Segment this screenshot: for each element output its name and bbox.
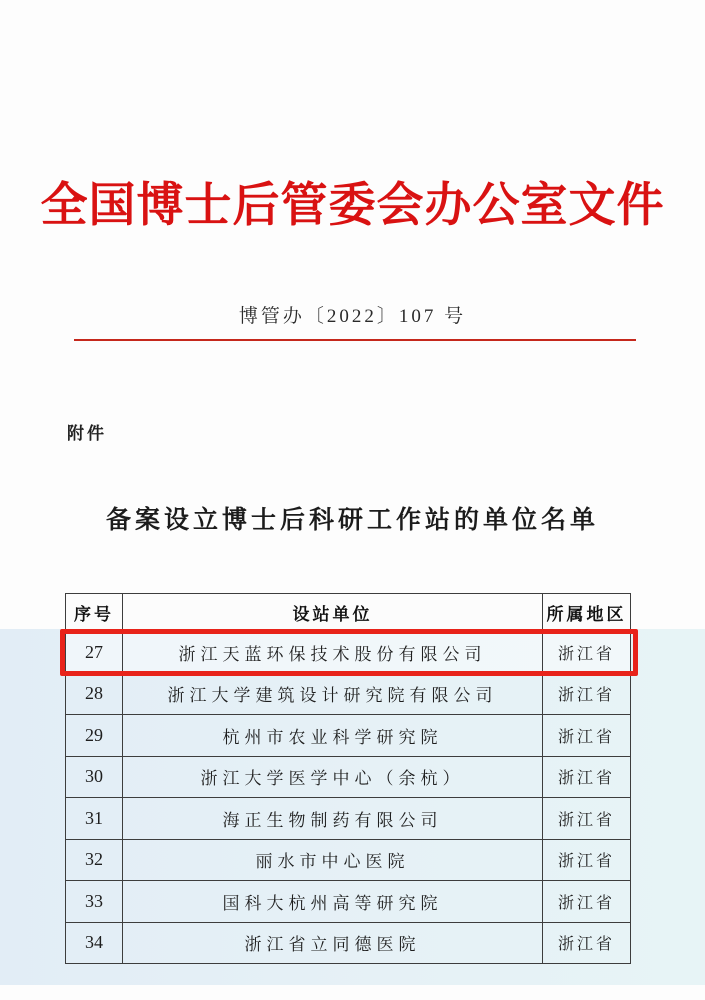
row-index-cell: 29 [66,715,123,757]
station-table-body [66,632,631,964]
column-header-index: 序号 [66,594,123,632]
document-number: 博管办〔2022〕107 号 [238,306,467,327]
region-cell: 浙江省 [543,922,631,964]
unit-name-cell: 国科大杭州高等研究院 [123,881,543,923]
station-table [65,593,631,964]
table-row [66,632,631,674]
table-row [66,715,631,757]
red-divider-line [74,339,636,341]
list-title: 备案设立博士后科研工作站的单位名单 [105,507,599,534]
table-header-row [66,594,631,632]
unit-name-cell: 浙江大学医学中心（余杭） [123,756,543,798]
region-cell: 浙江省 [543,632,631,674]
column-header-unit: 设站单位 [123,594,543,632]
region-cell: 浙江省 [543,839,631,881]
row-index-cell: 34 [66,922,123,964]
table-row [66,881,631,923]
row-index-cell: 27 [66,632,123,674]
unit-name-cell: 浙江省立同德医院 [123,922,543,964]
region-cell: 浙江省 [543,673,631,715]
column-header-region: 所属地区 [543,594,631,632]
table-row [66,756,631,798]
table-row [66,922,631,964]
table-row [66,839,631,881]
region-cell: 浙江省 [543,756,631,798]
region-cell: 浙江省 [543,881,631,923]
unit-name-cell: 浙江大学建筑设计研究院有限公司 [123,673,543,715]
attachment-label: 附件 [67,424,107,443]
row-index-cell: 33 [66,881,123,923]
table-row [66,798,631,840]
row-index-cell: 28 [66,673,123,715]
unit-name-cell: 丽水市中心医院 [123,839,543,881]
document-title: 全国博士后管委会办公室文件 [40,180,665,232]
unit-name-cell: 浙江天蓝环保技术股份有限公司 [123,632,543,674]
unit-name-cell: 海正生物制药有限公司 [123,798,543,840]
unit-name-cell: 杭州市农业科学研究院 [123,715,543,757]
row-index-cell: 31 [66,798,123,840]
region-cell: 浙江省 [543,798,631,840]
row-index-cell: 30 [66,756,123,798]
table-row [66,673,631,715]
region-cell: 浙江省 [543,715,631,757]
row-index-cell: 32 [66,839,123,881]
